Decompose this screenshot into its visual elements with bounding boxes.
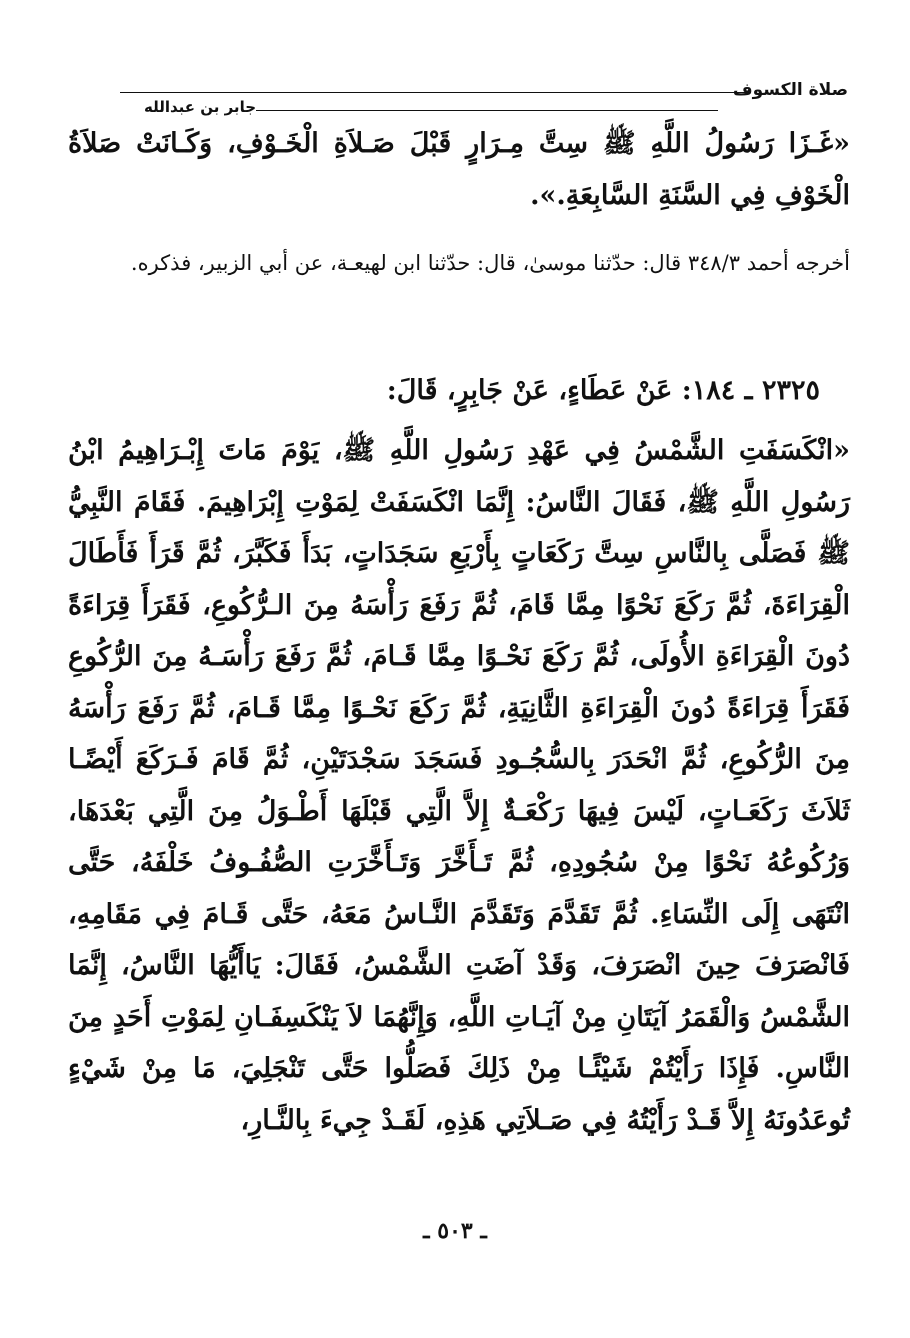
header-rule [120, 92, 748, 93]
running-header [120, 70, 848, 120]
chapter-title: صلاة الكسوف [732, 80, 848, 100]
narrator-name: جابر بن عبدالله [138, 98, 256, 116]
hadith-heading: ٢٣٢٥ ـ ١٨٤: عَنْ عَطَاءٍ، عَنْ جَابِرٍ، قَالَ: [386, 375, 820, 406]
header-rule-lower [245, 110, 718, 111]
page-number: ـ ٥٠٣ ـ [423, 1218, 487, 1244]
hadith-previous-text: «غَـزَا رَسُولُ اللَّهِ ﷺ سِتَّ مِـرَارٍ قَبْلَ صَـلاَةِ الْخَـوْفِ، وَكَـانَتْ صَلاَةُ الْخَوْفِ فِي السَّنَةِ السَّابِعَةِ.». [68, 128, 850, 211]
hadith-current-text: «انْكَسَفَتِ الشَّمْسُ فِي عَهْدِ رَسُولِ اللَّهِ ﷺ، يَوْمَ مَاتَ إِبْـرَاهِيمُ ابْنُ رَسُولِ اللَّهِ ﷺ، فَقَالَ النَّاسُ: إِنَّمَا انْكَسَفَتْ لِمَوْتِ إِبْرَاهِيمَ. فَقَامَ النَّبِيُّ ﷺ فَصَلَّى بِالنَّاسِ سِتَّ رَكَعَاتٍ بِأَرْبَعِ سَجَدَاتٍ، بَدَأَ فَكَبَّرَ، ثُمَّ قَرَأَ فَأَطَالَ الْقِرَاءَةَ، ثُمَّ رَكَعَ نَحْوًا مِمَّا قَامَ، ثُمَّ رَفَعَ رَأْسَهُ مِنَ الـرُّكُوعِ، فَقَرَأَ قِرَاءَةً دُونَ الْقِرَاءَةِ الأُولَى، ثُمَّ رَكَعَ نَحْـوًا مِمَّا قَـامَ، ثُمَّ رَفَعَ رَأْسَـهُ مِنَ الرُّكُوعِ فَقَرَأَ قِرَاءَةً دُونَ الْقِرَاءَةِ الثَّانِيَةِ، ثُمَّ رَكَعَ نَحْـوًا مِمَّا قَـامَ، ثُمَّ رَفَعَ رَأْسَهُ مِنَ الرُّكُوعِ، ثُمَّ انْحَدَرَ بِالسُّجُـودِ فَسَجَدَ سَجْدَتَيْنِ، ثُمَّ قَامَ فَـرَكَعَ أَيْضًـا ثَلاَثَ رَكَعَـاتٍ، لَيْسَ فِيهَا رَكْعَـةٌ إِلاَّ الَّتِي قَبْلَهَا أَطْـوَلُ مِنَ الَّتِي بَعْدَهَا، وَرُكُوعُهُ نَحْوًا مِنْ سُجُودِهِ، ثُمَّ تَـأَخَّرَ وَتَـأَخَّرَتِ الصُّفُـوفُ خَلْفَهُ، حَتَّى انْتَهَى إِلَى النِّسَاءِ. ثُمَّ تَقَدَّمَ وَتَقَدَّمَ النَّـاسُ مَعَهُ، حَتَّى قَـامَ فِي مَقَامِهِ، فَانْصَرَفَ حِينَ انْصَرَفَ، وَقَدْ آضَتِ الشَّمْسُ، فَقَالَ: يَاأَيُّهَا النَّاسُ، إِنَّمَا الشَّمْسُ وَالْقَمَرُ آيَتَانِ مِنْ آيَـاتِ اللَّهِ، وَإِنَّهُمَا لاَ يَنْكَسِفَـانِ لِمَوْتِ أَحَدٍ مِنَ النَّاسِ. فَإِذَا رَأَيْتُمْ شَيْئًـا مِنْ ذَلِكَ فَصَلُّوا حَتَّى تَنْجَلِيَ، مَا مِنْ شَيْءٍ تُوعَدُونَهُ إِلاَّ قَـدْ رَأَيْتُهُ فِي صَـلاَتِي هَذِهِ، لَقَـدْ جِيءَ بِالنَّـارِ، [68, 435, 850, 1136]
takhrij-note: أخرجه أحمد ٣٤٨/٣ قال: حدّثنا موسىٰ، قال: حدّثنا ابن لهيعـة، عن أبي الزبير، فذكره. [130, 251, 850, 275]
